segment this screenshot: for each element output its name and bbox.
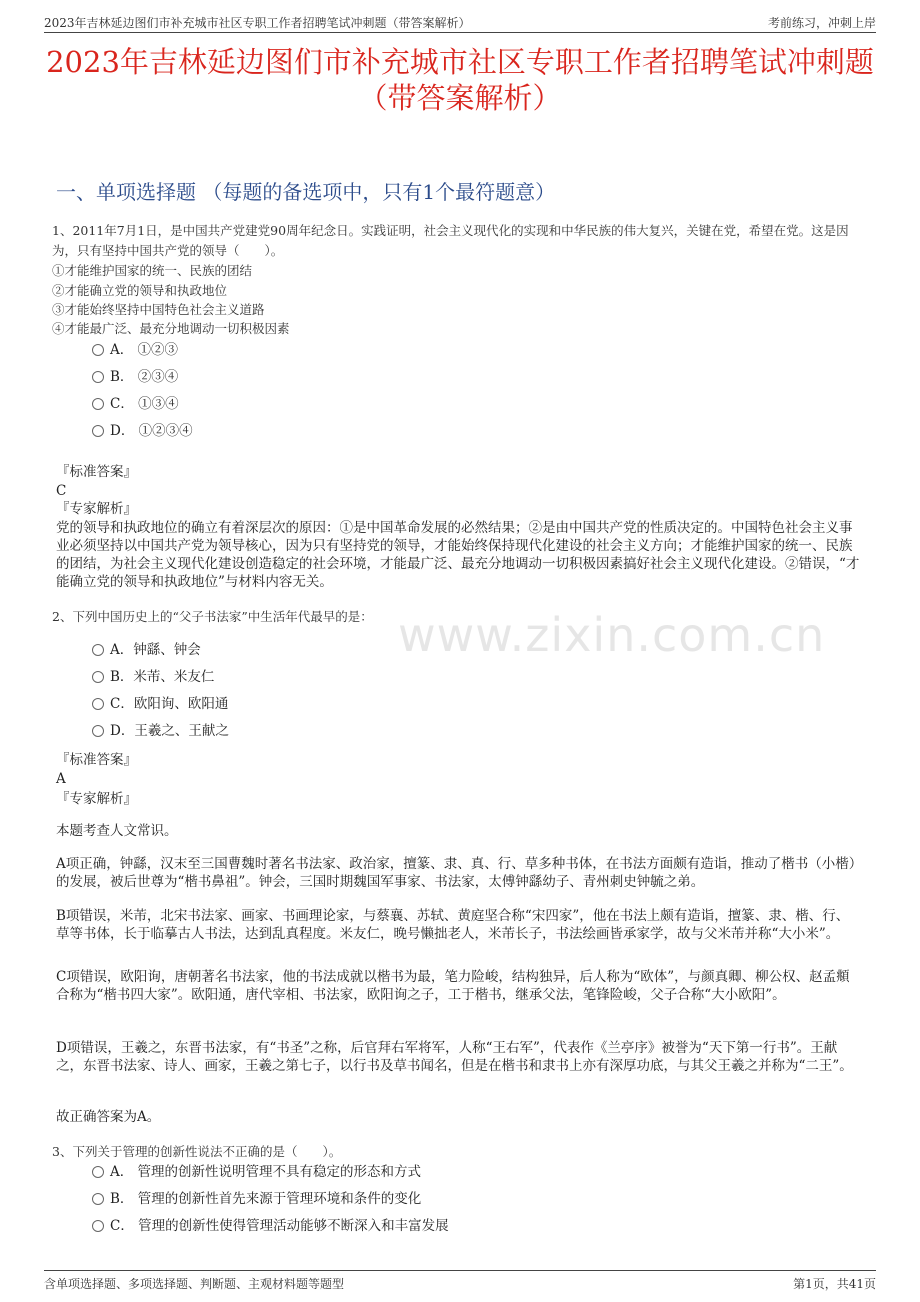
radio-icon[interactable] <box>92 344 104 356</box>
header-doc-title: 2023年吉林延边图们市补充城市社区专职工作者招聘笔试冲刺题（带答案解析） <box>44 16 471 30</box>
q1-analysis: 党的领导和执政地位的确立有着深层次的原因：①是中国革命发展的必然结果；②是由中国共产党的性质决定的。中国特色社会主义事业必须坚持以中国共产党为领导核心，因为只有坚持党的领导，才能始终保持现代化建设的社会主义方向；才能维护国家的统一、民族的团结，为社会主义现代化建设创造稳定的社会环境，才能最广泛、最充分地调动一切积极因素搞好社会主义现代化建设。②错误，“才能确立党的领导和执政地位”与材料内容无关。 <box>56 520 860 590</box>
question-1-item: ①才能维护国家的统一、民族的团结 <box>52 263 253 278</box>
q1-option-d[interactable]: D． ①②③④ <box>92 421 193 441</box>
radio-icon[interactable] <box>92 425 104 437</box>
q1-option-a[interactable]: A． ①②③ <box>92 340 178 360</box>
q2-option-a[interactable]: A．钟繇、钟会 <box>92 640 201 660</box>
q3-option-c[interactable]: C． 管理的创新性使得管理活动能够不断深入和丰富发展 <box>92 1216 449 1236</box>
q2-option-d[interactable]: D．王羲之、王献之 <box>92 721 229 741</box>
q3-option-b[interactable]: B． 管理的创新性首先来源于管理环境和条件的变化 <box>92 1189 421 1209</box>
q2-conclusion: 故正确答案为A。 <box>56 1109 161 1125</box>
radio-icon[interactable] <box>92 698 104 710</box>
radio-icon[interactable] <box>92 1166 104 1178</box>
radio-icon[interactable] <box>92 1220 104 1232</box>
q2-analysis-paragraph: C项错误，欧阳询，唐朝著名书法家，他的书法成就以楷书为最，笔力险峻，结构独异，后人称为“欧体”，与颜真卿、柳公权、赵孟頫合称为“楷书四大家”。欧阳通，唐代宰相、书法家，欧阳询之子，工于楷书，继承父法，笔锋险峻，父子合称“大小欧阳”。 <box>56 969 850 1003</box>
header-slogan: 考前练习，冲刺上岸 <box>767 16 876 30</box>
page-number: 第1页，共41页 <box>793 1277 876 1291</box>
radio-icon[interactable] <box>92 371 104 383</box>
question-1-item: ④才能最广泛、最充分地调动一切积极因素 <box>52 321 290 336</box>
q1-option-c[interactable]: C． ①③④ <box>92 394 179 414</box>
question-2-stem: 2、下列中国历史上的“父子书法家”中生活年代最早的是： <box>52 609 373 624</box>
q2-answer-label: 『标准答案』 <box>56 752 137 768</box>
q1-answer: C <box>56 483 67 499</box>
document-title: 2023年吉林延边图们市补充城市社区专职工作者招聘笔试冲刺题（带答案解析） <box>46 45 874 115</box>
q1-option-b[interactable]: B． ②③④ <box>92 367 178 387</box>
radio-icon[interactable] <box>92 398 104 410</box>
q2-answer: A <box>56 771 66 787</box>
question-1-item: ②才能确立党的领导和执政地位 <box>52 283 228 298</box>
page-header <box>44 12 876 33</box>
q3-option-a[interactable]: A． 管理的创新性说明管理不具有稳定的形态和方式 <box>92 1162 421 1182</box>
q1-answer-label: 『标准答案』 <box>56 464 137 480</box>
q2-analysis-paragraph: B项错误，米芾，北宋书法家、画家、书画理论家，与蔡襄、苏轼、黄庭坚合称“宋四家”，他在书法上颇有造诣，擅篆、隶、楷、行、草等书体，长于临摹古人书法，达到乱真程度。米友仁，晚号懒拙老人，米芾长子，书法绘画皆承家学，故与父米芾并称“大小米”。 <box>56 908 850 942</box>
q2-analysis-intro: 本题考查人文常识。 <box>56 823 178 839</box>
question-1-stem: 1、2011年7月1日，是中国共产党建党90周年纪念日。实践证明，社会主义现代化的实现和中华民族的伟大复兴，关键在党，希望在党。这是因为，只有坚持中国共产党的领导（ ）。 <box>52 223 849 258</box>
q2-option-c[interactable]: C．欧阳询、欧阳通 <box>92 694 228 714</box>
radio-icon[interactable] <box>92 725 104 737</box>
q2-analysis-paragraph: D项错误，王羲之，东晋书法家，有“书圣”之称，后官拜右军将军，人称“王右军”，代表作《兰亭序》被誉为“天下第一行书”。王献之，东晋书法家、诗人、画家，王羲之第七子，以行书及草书闻名，但是在楷书和隶书上亦有深厚功底，与其父王羲之并称为“二王”。 <box>56 1040 853 1074</box>
radio-icon[interactable] <box>92 1193 104 1205</box>
watermark: www.zixin.com.cn <box>398 608 826 662</box>
q2-analysis-label: 『专家解析』 <box>56 791 137 807</box>
q1-analysis-label: 『专家解析』 <box>56 501 137 517</box>
radio-icon[interactable] <box>92 644 104 656</box>
q2-option-b[interactable]: B．米芾、米友仁 <box>92 667 214 687</box>
radio-icon[interactable] <box>92 671 104 683</box>
question-3-stem: 3、下列关于管理的创新性说法不正确的是（ ）。 <box>52 1144 342 1159</box>
section-heading: 一、单项选择题 （每题的备选项中，只有1个最符题意） <box>56 180 556 204</box>
page-footer <box>44 1270 876 1295</box>
q2-analysis-paragraph: A项正确，钟繇，汉末至三国曹魏时著名书法家、政治家，擅篆、隶、真、行、草多种书体，在书法方面颇有造诣，推动了楷书（小楷）的发展，被后世尊为“楷书鼻祖”。钟会，三国时期魏国军事家、书法家，太傅钟繇幼子、青州刺史钟毓之弟。 <box>56 856 856 890</box>
question-1-item: ③才能始终坚持中国特色社会主义道路 <box>52 302 265 317</box>
footer-note: 含单项选择题、多项选择题、判断题、主观材料题等题型 <box>44 1277 345 1291</box>
